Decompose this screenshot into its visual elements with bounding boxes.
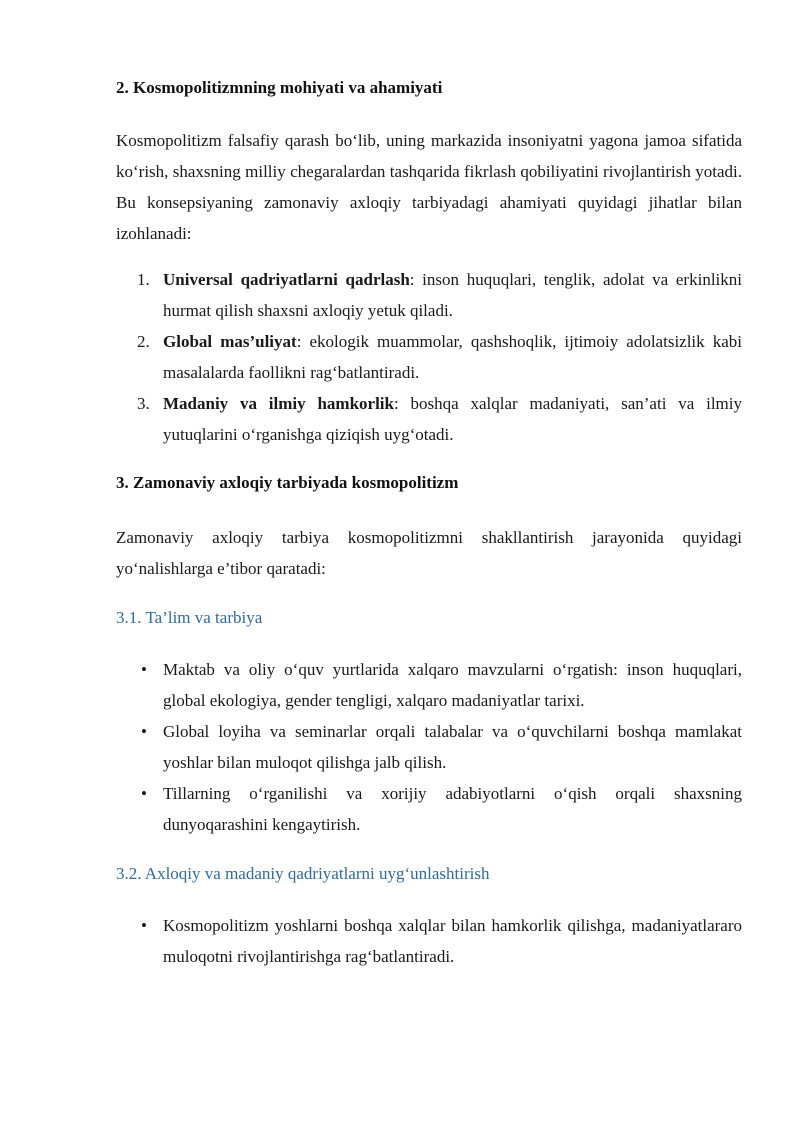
document-page bbox=[116, 74, 742, 972]
bullet-icon: • bbox=[141, 784, 147, 803]
list-number: 3. bbox=[137, 394, 150, 413]
list-item-text: : boshqa xalqlar madaniyati, san’ati va ilmiy yutuqlarini o‘rganishga qiziqish uyg‘otadi. bbox=[163, 394, 742, 444]
bullet-icon: • bbox=[141, 660, 147, 679]
list-item bbox=[116, 388, 742, 450]
subsection-3-1-heading: 3.1. Ta’lim va tarbiya bbox=[116, 608, 263, 627]
list-item bbox=[116, 716, 742, 778]
list-item-text: Kosmopolitizm yoshlarni boshqa xalqlar bilan hamkorlik qilishga, madaniyatlararo muloqotni rivojlantirishga rag‘batlantiradi. bbox=[163, 916, 742, 966]
values-bullet-list bbox=[116, 910, 742, 972]
list-item-title: Global mas’uliyat bbox=[163, 332, 297, 351]
list-item-text: : inson huquqlari, tenglik, adolat va erkinlikni hurmat qilish shaxsni axloqiy yetuk qiladi. bbox=[163, 270, 742, 320]
section-2-intro: Kosmopolitizm falsafiy qarash bo‘lib, uning markazida insoniyatni yagona jamoa sifatida ko‘rish, shaxsning milliy chegaralardan tashqarida fikrlash qobiliyatini rivojlantirish yotadi. Bu konsepsiyaning zamonaviy axloqiy tarbiyadagi ahamiyati quyidagi jihatlar bilan izohlanadi: bbox=[116, 131, 742, 243]
list-item bbox=[116, 910, 742, 972]
list-item bbox=[116, 654, 742, 716]
list-item bbox=[116, 264, 742, 326]
bullet-icon: • bbox=[141, 722, 147, 741]
list-item-text: Maktab va oliy o‘quv yurtlarida xalqaro mavzularni o‘rgatish: inson huquqlari, global ekologiya, gender tengligi, xalqaro madaniyatlar tarixi. bbox=[163, 660, 742, 710]
education-bullet-list bbox=[116, 654, 742, 840]
list-item bbox=[116, 778, 742, 840]
subsection-3-2-heading: 3.2. Axloqiy va madaniy qadriyatlarni uyg‘unlashtirish bbox=[116, 864, 490, 883]
list-item-text: : ekologik muammolar, qashshoqlik, ijtimoiy adolatsizlik kabi masalalarda faollikni rag‘batlantiradi. bbox=[163, 332, 742, 382]
section-2-heading: 2. Kosmopolitizmning mohiyati va ahamiyati bbox=[116, 78, 443, 97]
list-number: 2. bbox=[137, 332, 150, 351]
section-3-intro: Zamonaviy axloqiy tarbiya kosmopolitizmni shakllantirish jarayonida quyidagi yo‘nalishlarga e’tibor qaratadi: bbox=[116, 528, 742, 578]
list-item-title: Universal qadriyatlarni qadrlash bbox=[163, 270, 410, 289]
values-numbered-list bbox=[116, 264, 742, 450]
list-item bbox=[116, 326, 742, 388]
list-item-title: Madaniy va ilmiy hamkorlik bbox=[163, 394, 394, 413]
bullet-icon: • bbox=[141, 916, 147, 935]
list-item-text: Tillarning o‘rganilishi va xorijiy adabiyotlarni o‘qish orqali shaxsning dunyoqarashini kengaytirish. bbox=[163, 784, 742, 834]
list-number: 1. bbox=[137, 270, 150, 289]
list-item-text: Global loyiha va seminarlar orqali talabalar va o‘quvchilarni boshqa mamlakat yoshlar bilan muloqot qilishga jalb qilish. bbox=[163, 722, 742, 772]
section-3-heading: 3. Zamonaviy axloqiy tarbiyada kosmopolitizm bbox=[116, 473, 459, 492]
